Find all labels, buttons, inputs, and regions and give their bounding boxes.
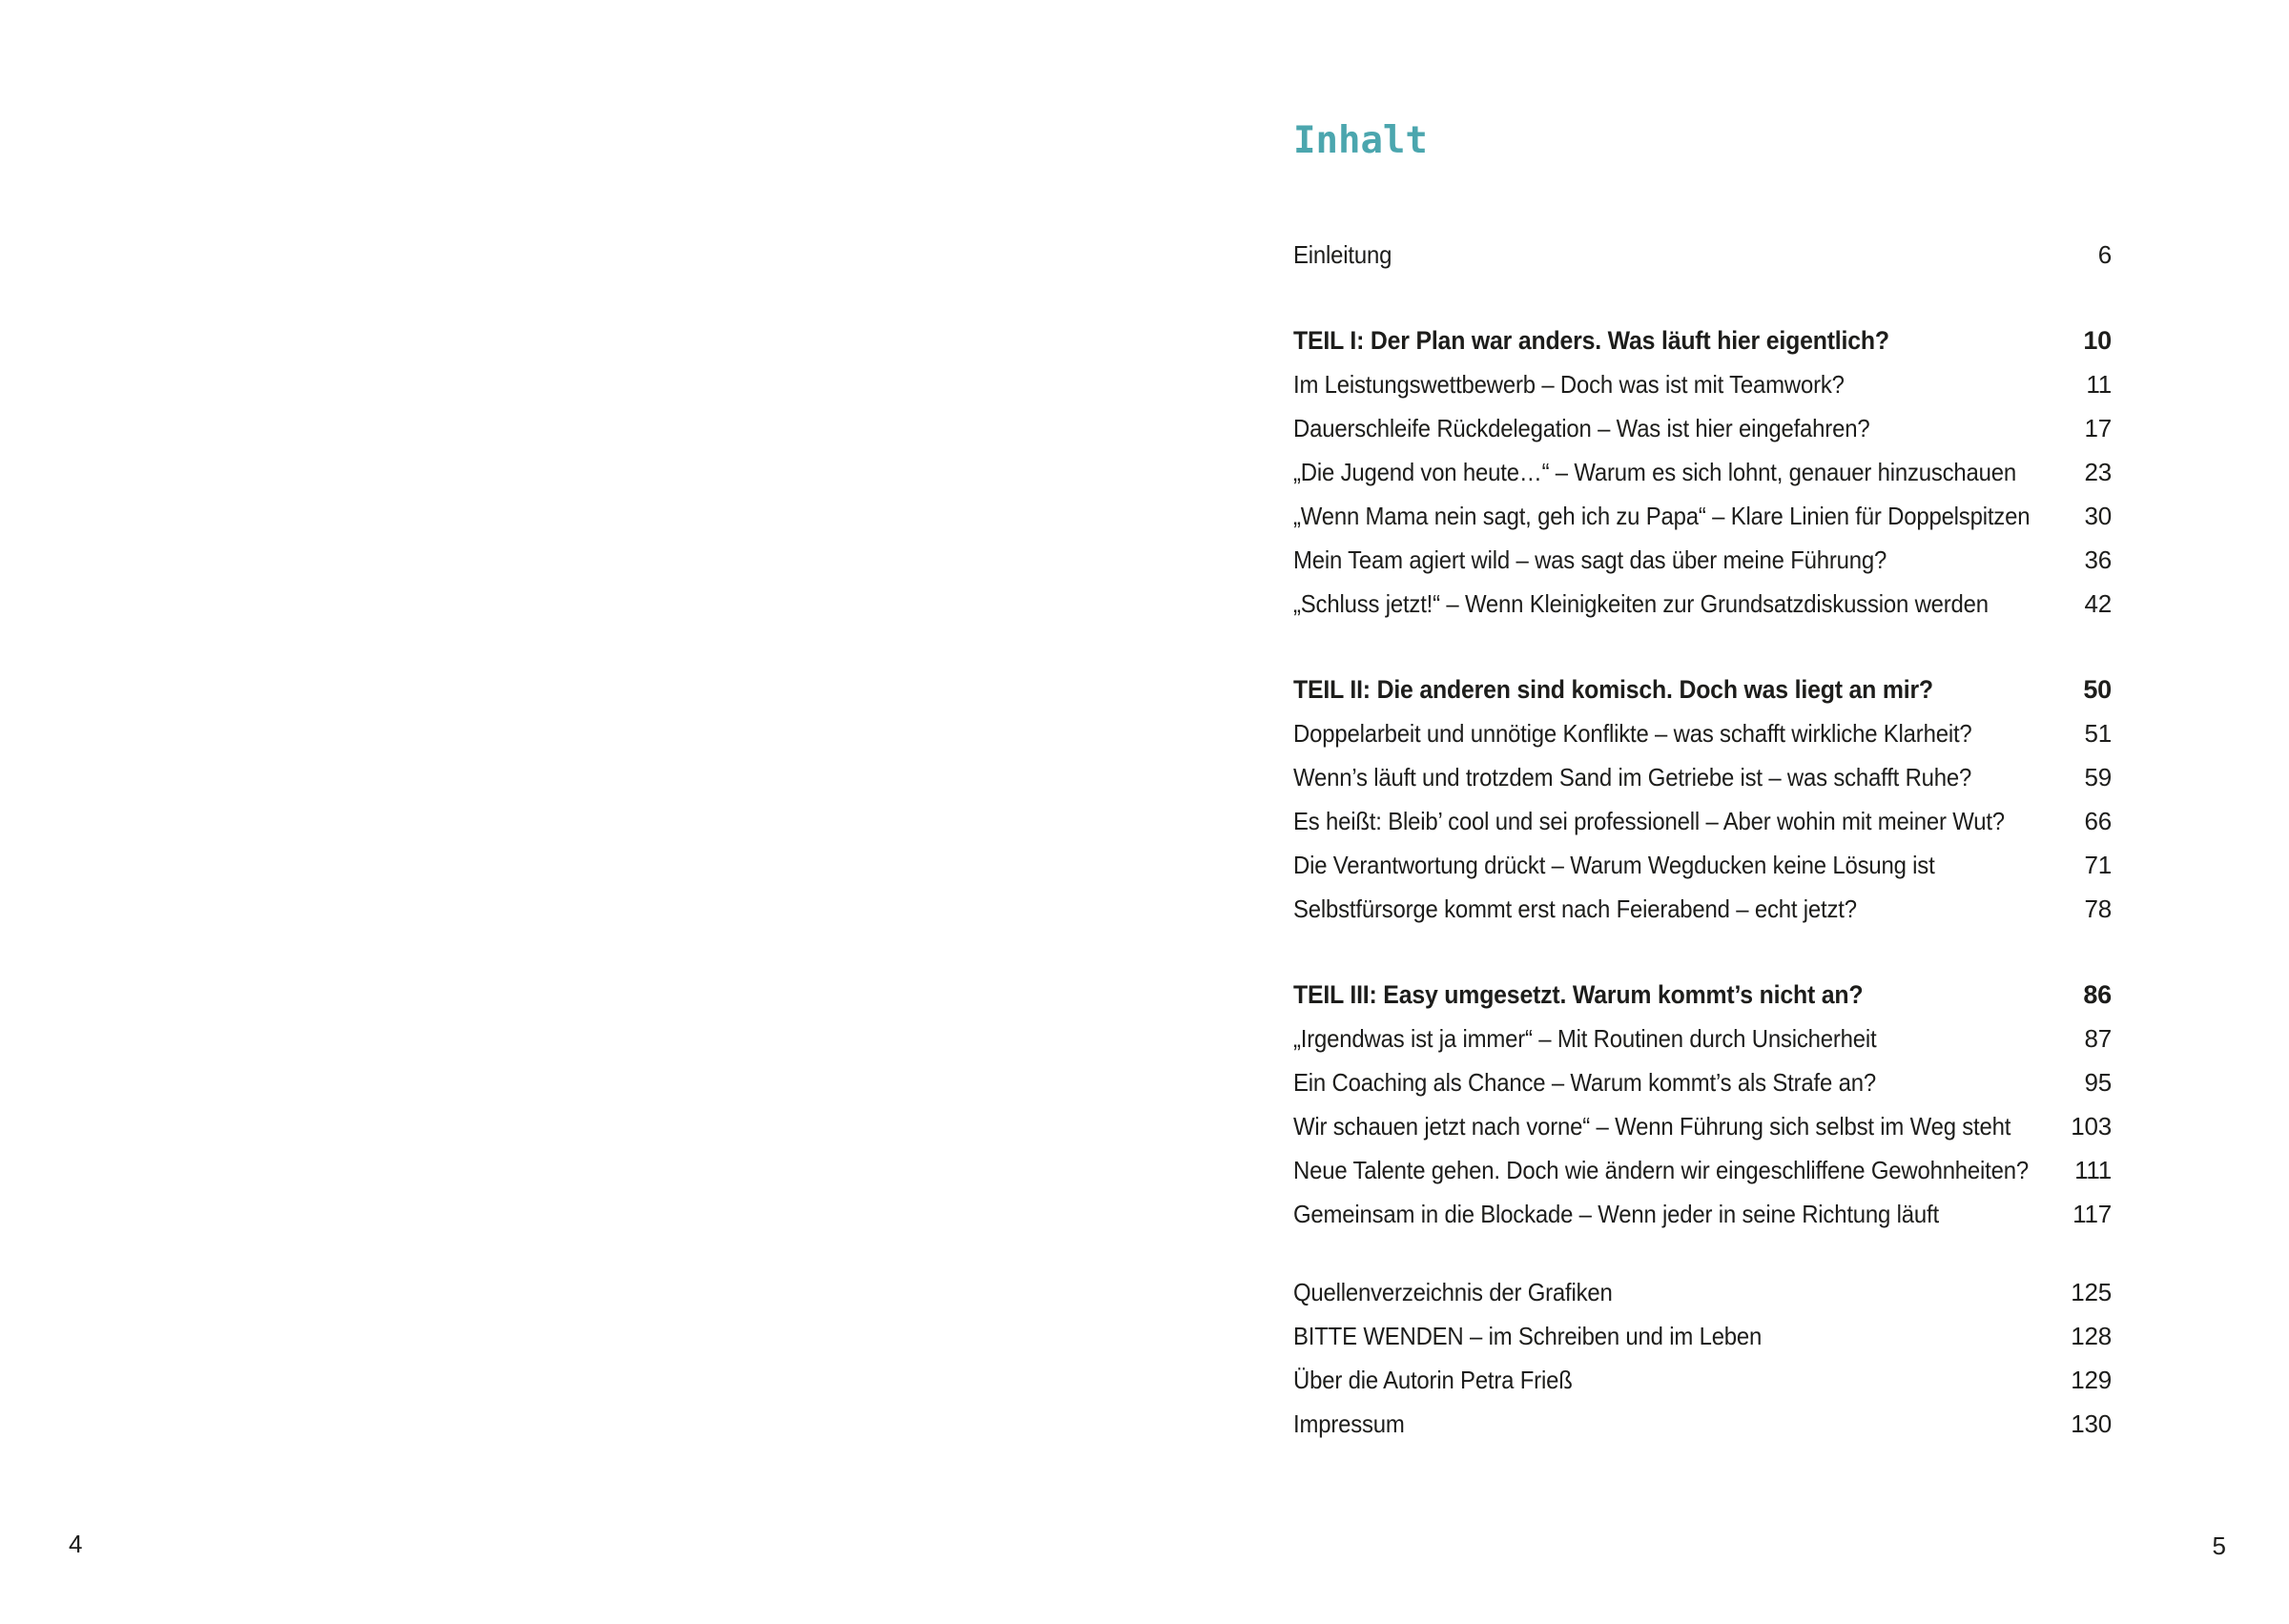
toc-entry [1293,1314,2112,1358]
toc-entry-label: „Irgendwas ist ja immer“ – Mit Routinen durch Unsicherheit [1293,1024,1877,1053]
table-of-contents [1293,0,2112,1624]
toc-entry-label: Wenn’s läuft und trotzdem Sand im Getriebe ist – was schafft Ruhe? [1293,763,1972,791]
toc-group [1293,973,2112,1236]
toc-entry-label: Doppelarbeit und unnötige Konflikte – was schafft wirkliche Klarheit? [1293,719,1972,748]
toc-group [1293,319,2112,626]
toc-entry-label: Über die Autorin Petra Frieß [1293,1366,1573,1394]
toc-entry-label: BITTE WENDEN – im Schreiben und im Leben [1293,1322,1763,1350]
toc-entry-label: „Wenn Mama nein sagt, geh ich zu Papa“ – Klare Linien für Doppelspitzen [1293,502,2031,530]
toc-entry [1293,1358,2112,1402]
toc-entry [1293,1270,2112,1314]
right-page-number: 5 [2212,1531,2226,1560]
left-page-number: 4 [69,1530,83,1558]
toc-entry-page: 95 [2084,1068,2112,1097]
toc-section-header [1293,319,2112,362]
toc-entry [1293,582,2112,626]
toc-entry [1293,711,2112,755]
toc-entry-page: 125 [2071,1278,2112,1306]
toc-entry-label: Neue Talente gehen. Doch wie ändern wir eingeschliffene Gewohnheiten? [1293,1156,2030,1184]
toc-entry [1293,799,2112,843]
toc-entry-label: Es heißt: Bleib’ cool und sei professionell – Aber wohin mit meiner Wut? [1293,807,2005,835]
toc-entry-label: Mein Team agiert wild – was sagt das über meine Führung? [1293,545,1887,574]
toc-entry-page: 51 [2084,719,2112,748]
toc-section-page: 86 [2083,980,2112,1009]
toc-entry [1293,1060,2112,1104]
toc-entry [1293,1017,2112,1060]
toc-entry [1293,755,2112,799]
toc-entry [1293,1104,2112,1148]
toc-entry [1293,1148,2112,1192]
toc-entry-label: „Die Jugend von heute…“ – Warum es sich lohnt, genauer hinzuschauen [1293,458,2016,486]
toc-entry [1293,538,2112,582]
toc-entry-page: 87 [2084,1024,2112,1053]
toc-entry [1293,887,2112,931]
toc-entry-page: 23 [2084,458,2112,486]
toc-entry-label: Quellenverzeichnis der Grafiken [1293,1278,1613,1306]
toc-entry-label: „Schluss jetzt!“ – Wenn Kleinigkeiten zur Grundsatzdiskussion werden [1293,589,1989,618]
toc-entry-page: 128 [2071,1322,2112,1350]
toc-section-page: 10 [2083,326,2112,355]
toc-entry-page: 17 [2084,414,2112,442]
toc-entry-page: 103 [2071,1112,2112,1141]
toc-entry-label: Wir schauen jetzt nach vorne“ – Wenn Führung sich selbst im Weg steht [1293,1112,2011,1141]
toc-entry-label: Dauerschleife Rückdelegation – Was ist hier eingefahren? [1293,414,1870,442]
toc-entry-page: 36 [2084,545,2112,574]
toc-entry [1293,406,2112,450]
toc-section-header [1293,973,2112,1017]
toc-section-label: TEIL III: Easy umgesetzt. Warum kommt’s nicht an? [1293,980,1864,1009]
toc-entry-page: 130 [2071,1409,2112,1438]
toc-entry-page: 42 [2084,589,2112,618]
toc-entry [1293,843,2112,887]
toc-entry-page: 78 [2084,894,2112,923]
toc-entry-page: 71 [2084,851,2112,879]
toc-entry-label: Ein Coaching als Chance – Warum kommt’s als Strafe an? [1293,1068,1876,1097]
toc-entry-label: Impressum [1293,1409,1405,1438]
toc-entry-page: 129 [2071,1366,2112,1394]
toc-section-label: TEIL II: Die anderen sind komisch. Doch was liegt an mir? [1293,675,1933,704]
toc-section-header [1293,668,2112,711]
toc-entry [1293,233,2112,277]
toc-rows [1293,233,2112,1446]
toc-entry-label: Im Leistungswettbewerb – Doch was ist mit Teamwork? [1293,370,1845,399]
toc-entry [1293,494,2112,538]
toc-entry-page: 111 [2074,1156,2112,1184]
toc-entry-page: 59 [2084,763,2112,791]
toc-entry-label: Selbstfürsorge kommt erst nach Feierabend – echt jetzt? [1293,894,1857,923]
page-title: Inhalt [1293,119,1428,162]
toc-group [1293,233,2112,277]
toc-section-page: 50 [2083,675,2112,704]
toc-entry [1293,1192,2112,1236]
toc-entry-page: 66 [2084,807,2112,835]
toc-entry-page: 30 [2084,502,2112,530]
toc-group [1293,668,2112,931]
toc-entry-page: 117 [2072,1200,2112,1228]
toc-entry [1293,1402,2112,1446]
toc-section-label: TEIL I: Der Plan war anders. Was läuft hier eigentlich? [1293,326,1889,355]
toc-entry-page: 6 [2097,240,2112,269]
toc-entry-page: 11 [2086,370,2112,399]
toc-entry [1293,450,2112,494]
toc-entry-label: Die Verantwortung drückt – Warum Wegducken keine Lösung ist [1293,851,1935,879]
toc-entry-label: Gemeinsam in die Blockade – Wenn jeder in seine Richtung läuft [1293,1200,1939,1228]
toc-group [1293,1270,2112,1446]
toc-entry [1293,362,2112,406]
toc-entry-label: Einleitung [1293,240,1392,269]
